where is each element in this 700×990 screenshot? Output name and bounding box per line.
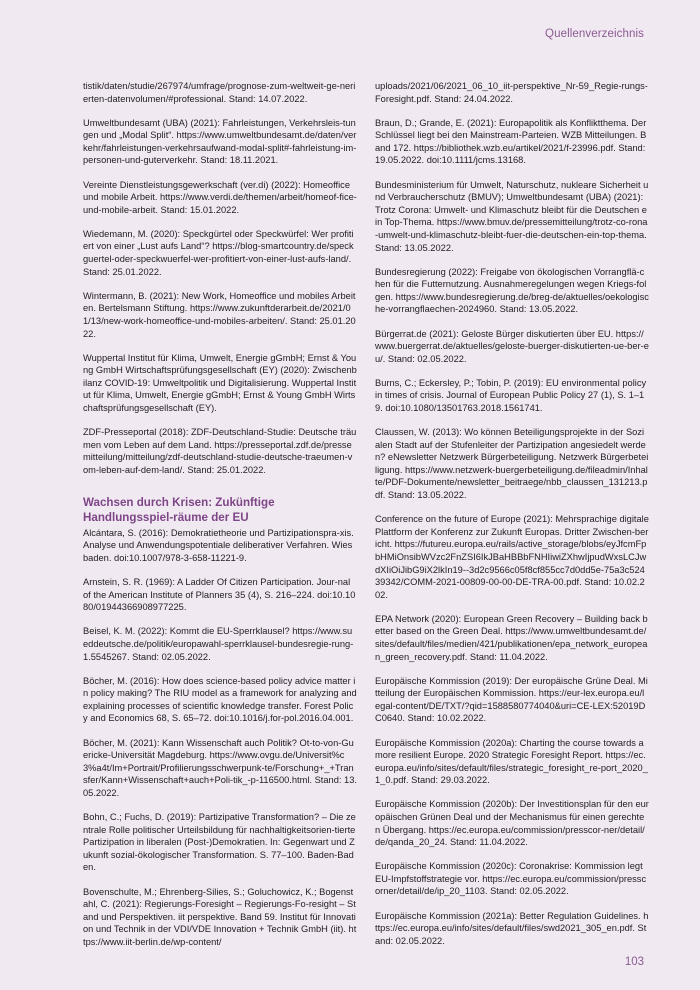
reference-entry: Europäische Kommission (2020c): Coronakrise: Kommission legt EU-Impfstoffstrategie vor. https://ec.europa.eu/commission/presscorner/detail/de/ip_20_1103. Stand: 02.05.2022. [375, 861, 647, 897]
reference-entry: Europäische Kommission (2021a): Better Regulation Guidelines. https://ec.europa.eu/info/sites/default/files/swd2021_305_en.pdf. Stand: 02.05.2022. [375, 910, 649, 946]
running-header: Quellenverzeichnis [545, 28, 644, 40]
reference-entry: Bürgerrat.de (2021): Geloste Bürger diskutierten über EU. https://www.buergerrat.de/aktuelles/geloste-buerger-diskutierten-ue-ber-eu/. Stand: 02.05.2022. [375, 328, 649, 364]
reference-entry: Umweltbundesamt (UBA) (2021): Fahrleistungen, Verkehrsleis-tungen und „Modal Split“. https://www.umweltbundesamt.de/daten/verkehr/fahrleistungen-verkehrsaufwand-modal-split#-fahrleistung-im-personen-und-guterverkehr. Stand: 18.11.2021. [83, 117, 357, 166]
reference-entry: Braun, D.; Grande, E. (2021): Europapolitik als Konfliktthema. Der Schlüssel liegt bei den Mainstream-Parteien. WZB Mitteilungen. Band 172. https://bibliothek.wzb.eu/artikel/2021/f-23996.pdf. Stand: 19.05.2022. doi:10.1111/jcms.13168. [375, 117, 647, 166]
reference-entry: Wintermann, B. (2021): New Work, Homeoffice und mobiles Arbeiten. Bertelsmann Stiftung. https://www.zukunftderarbeit.de/2021/01/13/new-work-homeoffice-und-mobiles-arbeiten/. Stand: 25.01.2022. [83, 290, 356, 339]
reference-entry: EPA Network (2020): European Green Recovery – Building back better based on the Green Deal. https://www.umweltbundesamt.de/sites/default/files/medien/421/publikationen/epa_network_european_green_recovery.pdf. Stand: 11.04.2022. [375, 613, 648, 662]
reference-entry: ZDF-Presseportal (2018): ZDF-Deutschland-Studie: Deutsche träumen vom Leben auf dem Land. https://presseportal.zdf.de/pressemitteilung/mitteilung/zdf-deutschland-studie-deutsche-traeumen-vom-leben-auf-dem-land/. Stand: 25.01.2022. [83, 427, 357, 475]
reference-entry: Wuppertal Institut für Klima, Umwelt, Energie gGmbH; Ernst & Young GmbH Wirtschaftsprüfungsgesellschaft (EY) (2020): Zwischenbilanz COVID-19: Umweltpolitik und Digitalisierung. Wuppertal Institut für Klima, Umwelt, Energie gGmbH; Ernst & Young GmbH Wirtschaftsprüfungsgesellschaft (EY). [83, 352, 357, 413]
reference-entry: Vereinte Dienstleistungsgewerkschaft (ver.di) (2022): Homeoffice und mobile Arbeit. https://www.verdi.de/themen/arbeit/homeof-fice-und-mobile-arbeit. Stand: 15.01.2022. [83, 179, 357, 215]
reference-entry: Beisel, K. M. (2022): Kommt die EU-Sperrklausel? https://www.sueddeutsche.de/politik/europawahl-sperrklausel-bundesregie-rung-1.5545267. Stand: 02.05.2022. [83, 626, 354, 662]
reference-entry: Burns, C.; Eckersley, P.; Tobin, P. (2019): EU environmental policy in times of crisis. Journal of European Public Policy 27 (1), S. 1–19. doi:10.1080/13501763.2018.1561741. [375, 377, 647, 413]
reference-entry: Bovenschulte, M.; Ehrenberg-Silies, S.; Goluchowicz, K.; Bogenstahl, C. (2021): Regierungs-Foresight – Regierungs-Fo-resight – Stand und Perspektiven. iit perspektive. Band 59. Institut für Innovation und Technik in der VDI/VDE Innovation + Technik GmbH (iit). https://www.iit-berlin.de/wp-content/ [83, 886, 357, 947]
reference-entry: Arnstein, S. R. (1969): A Ladder Of Citizen Participation. Jour-nal of the American Institute of Planners 35 (4), S. 216–224. doi:10.1080/01944366908977225. [83, 577, 356, 613]
reference-entry: Alcántara, S. (2016): Demokratietheorie und Partizipationspra-xis. Analyse und Anwendungspotentiale deliberativer Verfahren. Wiesbaden. doi:10.1007/978-3-658-11221-9. [83, 527, 354, 564]
reference-entry: Europäische Kommission (2019): Der europäische Grüne Deal. Mitteilung der Europäischen Kommission. https://eur-lex.europa.eu/legal-content/DE/TXT/?qid=1588580774040&uri=CE-LEX:52019DC0640. Stand: 10.02.2022. [375, 675, 648, 724]
reference-entry: uploads/2021/06/2021_06_10_iit-perspektive_Nr-59_Regie-rungs-Foresight.pdf. Stand: 24.04.2022. [375, 81, 648, 104]
reference-entry: Bundesregierung (2022): Freigabe von ökologischen Vorrangflä-chen für die Futternutzung. Ausnahmeregelungen wegen Kriegs-folgen. https://www.bundesregierung.de/breg-de/aktuelles/oekologische-vorrangflaechen-2024960. Stand: 13.05.2022. [375, 266, 649, 315]
section-heading: Wachsen durch Krisen: Zukünftige Handlungsspiel-räume der EU [83, 496, 275, 524]
reference-entry: tistik/daten/studie/267974/umfrage/prognose-zum-weltweit-ge-nerierten-datenvolumen/#professional. Stand: 14.07.2022. [83, 81, 356, 104]
reference-entry: Böcher, M. (2016): How does science-based policy advice matter in policy making? The RIU model as a framework for analyzing and explaining processes of scientific knowledge transfer. Forest Policy and Economics 68, S. 65–72. doi:10.1016/j.for-pol.2016.04.001. [83, 675, 357, 724]
reference-entry: Europäische Kommission (2020a): Charting the course towards a more resilient Europe. 2020 Strategic Foresight Report. https://ec.europa.eu/info/sites/default/files/strategic_foresight_re-port_2020_1_0.pdf. Stand: 29.03.2022. [375, 737, 648, 786]
left-column [83, 80, 357, 960]
reference-entry: Bundesministerium für Umwelt, Naturschutz, nukleare Sicherheit und Verbraucherschutz (BMUV); Umweltbundesamt (UBA) (2021): Trotz Corona: Umwelt- und Klimaschutz bleibt für die Deutschen ein Top-Thema. https://www.bmuv.de/pressemitteilung/trotz-co-rona-umwelt-und-klimaschutz-bleibt-fuer-die-deutschen-ein-top-thema. Stand: 13.05.2022. [375, 179, 649, 253]
reference-entry: Conference on the future of Europe (2021): Mehrsprachige digitale Plattform der Konferenz zur Zukunft Europas. Dritter Zwischen-bericht. https://futureu.europa.eu/rails/active_storage/blobs/eyJfcmFpbHMiOnsibWVzc2FnZSI6IkJBaHBBbFNHIiwiZXhwIjpudWxsLCJwdXIiOiJibG9iX2lkIn19--3d2c9566c05f8cf855cc7d0dd5e-75a3c52439342/COMM-2021-00809-00-00-DE-TRA-00.pdf. Stand: 10.02.202. [375, 514, 649, 600]
page-number: 103 [624, 956, 644, 968]
reference-entry: Wiedemann, M. (2020): Speckgürtel oder Speckwürfel: Wer profitiert von einer „Lust aufs Land“? https://blog-smartcountry.de/speckguertel-oder-speckwuerfel-wer-profitiert-von-einer-lust-aufs-land/. Stand: 25.01.2022. [83, 228, 354, 277]
reference-entry: Bohn, C.; Fuchs, D. (2019): Partizipative Transformation? – Die zentrale Rolle politischer Urteilsbildung für nachhaltigkeitsorien-tierte Partizipation in liberalen (Post-)Demokratien. In: Gegenwart und Zukunft sozial-ökologischer Transformation. S. 77–100. Baden-Baden. [83, 812, 356, 873]
reference-entry: Böcher, M. (2021): Kann Wissenschaft auch Politik? Ot-to-von-Guericke-Universität Magdeburg. https://www.ovgu.de/Universit%c3%a4t/Im+Portrait/Profilierungsschwerpunk-te/Forschung+_+Transfer/Kann+Wissenschaft+auch+Poli-tik_-p-116500.html. Stand: 13.05.2022. [83, 737, 357, 798]
reference-entry: Europäische Kommission (2020b): Der Investitionsplan für den europäischen Grünen Deal und der Mechanismus für einen gerechten Übergang. https://ec.europa.eu/commission/presscor-ner/detail/de/qanda_20_24. Stand: 11.04.2022. [375, 799, 649, 848]
right-column [375, 80, 649, 959]
reference-entry: Claussen, W. (2013): Wo können Beteiligungsprojekte in der Sozialen Stadt auf der Stufenleiter der Partizipation angesiedelt werden? eNewsletter Netzwerk Bürgerbeteiligung. Netzwerk Bürgerbeteiligung. https://www.netzwerk-buergerbeteiligung.de/fileadmin/Inhalte/PDF-Dokumente/newsletter_beitraege/nbb_claussen_131213.pdf. Stand: 13.05.2022. [375, 427, 649, 501]
